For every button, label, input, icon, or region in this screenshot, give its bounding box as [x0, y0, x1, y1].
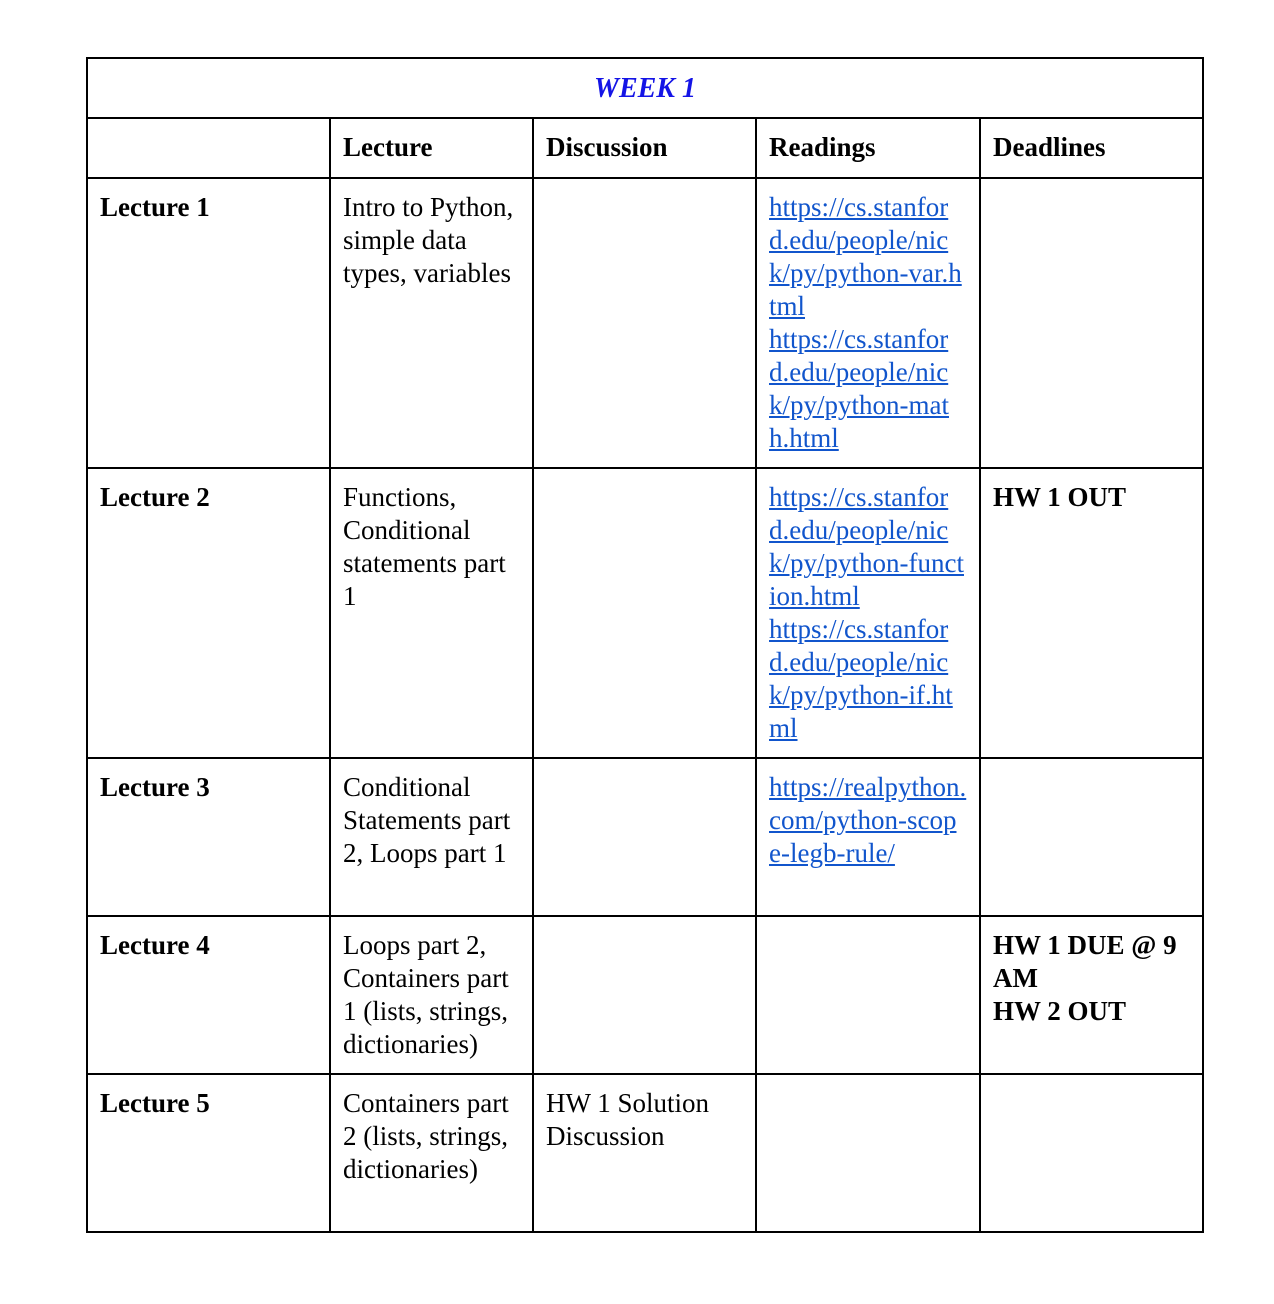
week-schedule-table	[86, 57, 1204, 1233]
table-row	[87, 468, 1203, 758]
reading-link[interactable]: https://cs.stanford.edu/people/nick/py/python-math.html	[769, 324, 949, 453]
table-row	[87, 758, 1203, 916]
header-discussion: Discussion	[533, 118, 756, 178]
row-label: Lecture 3	[87, 758, 330, 916]
discussion-cell: HW 1 Solution Discussion	[533, 1074, 756, 1232]
readings-cell	[756, 468, 980, 758]
table-row	[87, 178, 1203, 468]
discussion-cell	[533, 758, 756, 916]
readings-cell	[756, 1074, 980, 1232]
row-label: Lecture 5	[87, 1074, 330, 1232]
header-blank	[87, 118, 330, 178]
reading-link[interactable]: https://cs.stanford.edu/people/nick/py/python-var.html	[769, 192, 962, 321]
row-label: Lecture 4	[87, 916, 330, 1074]
week-title-cell	[87, 58, 1203, 118]
header-deadlines: Deadlines	[980, 118, 1203, 178]
lecture-topic: Functions, Conditional statements part 1	[330, 468, 533, 758]
readings-cell	[756, 758, 980, 916]
lecture-topic: Intro to Python, simple data types, variables	[330, 178, 533, 468]
row-label: Lecture 2	[87, 468, 330, 758]
readings-cell	[756, 916, 980, 1074]
discussion-cell	[533, 178, 756, 468]
deadline-cell	[980, 178, 1203, 468]
discussion-cell	[533, 468, 756, 758]
lecture-topic: Conditional Statements part 2, Loops part 1	[330, 758, 533, 916]
deadline-cell: HW 1 OUT	[980, 468, 1203, 758]
week-title-row	[87, 58, 1203, 118]
reading-link[interactable]: https://cs.stanford.edu/people/nick/py/python-function.html	[769, 482, 964, 611]
header-row	[87, 118, 1203, 178]
lecture-topic: Loops part 2, Containers part 1 (lists, strings, dictionaries)	[330, 916, 533, 1074]
deadline-cell	[980, 1074, 1203, 1232]
lecture-topic: Containers part 2 (lists, strings, dictionaries)	[330, 1074, 533, 1232]
header-lecture: Lecture	[330, 118, 533, 178]
discussion-cell	[533, 916, 756, 1074]
reading-link[interactable]: https://cs.stanford.edu/people/nick/py/python-if.html	[769, 614, 953, 743]
row-label: Lecture 1	[87, 178, 330, 468]
deadline-cell	[980, 758, 1203, 916]
table-row	[87, 916, 1203, 1074]
week-title: WEEK 1	[594, 73, 696, 104]
deadline-cell: HW 1 DUE @ 9 AM HW 2 OUT	[980, 916, 1203, 1074]
header-readings: Readings	[756, 118, 980, 178]
readings-cell	[756, 178, 980, 468]
reading-link[interactable]: https://realpython.com/python-scope-legb-rule/	[769, 772, 967, 868]
table-row	[87, 1074, 1203, 1232]
